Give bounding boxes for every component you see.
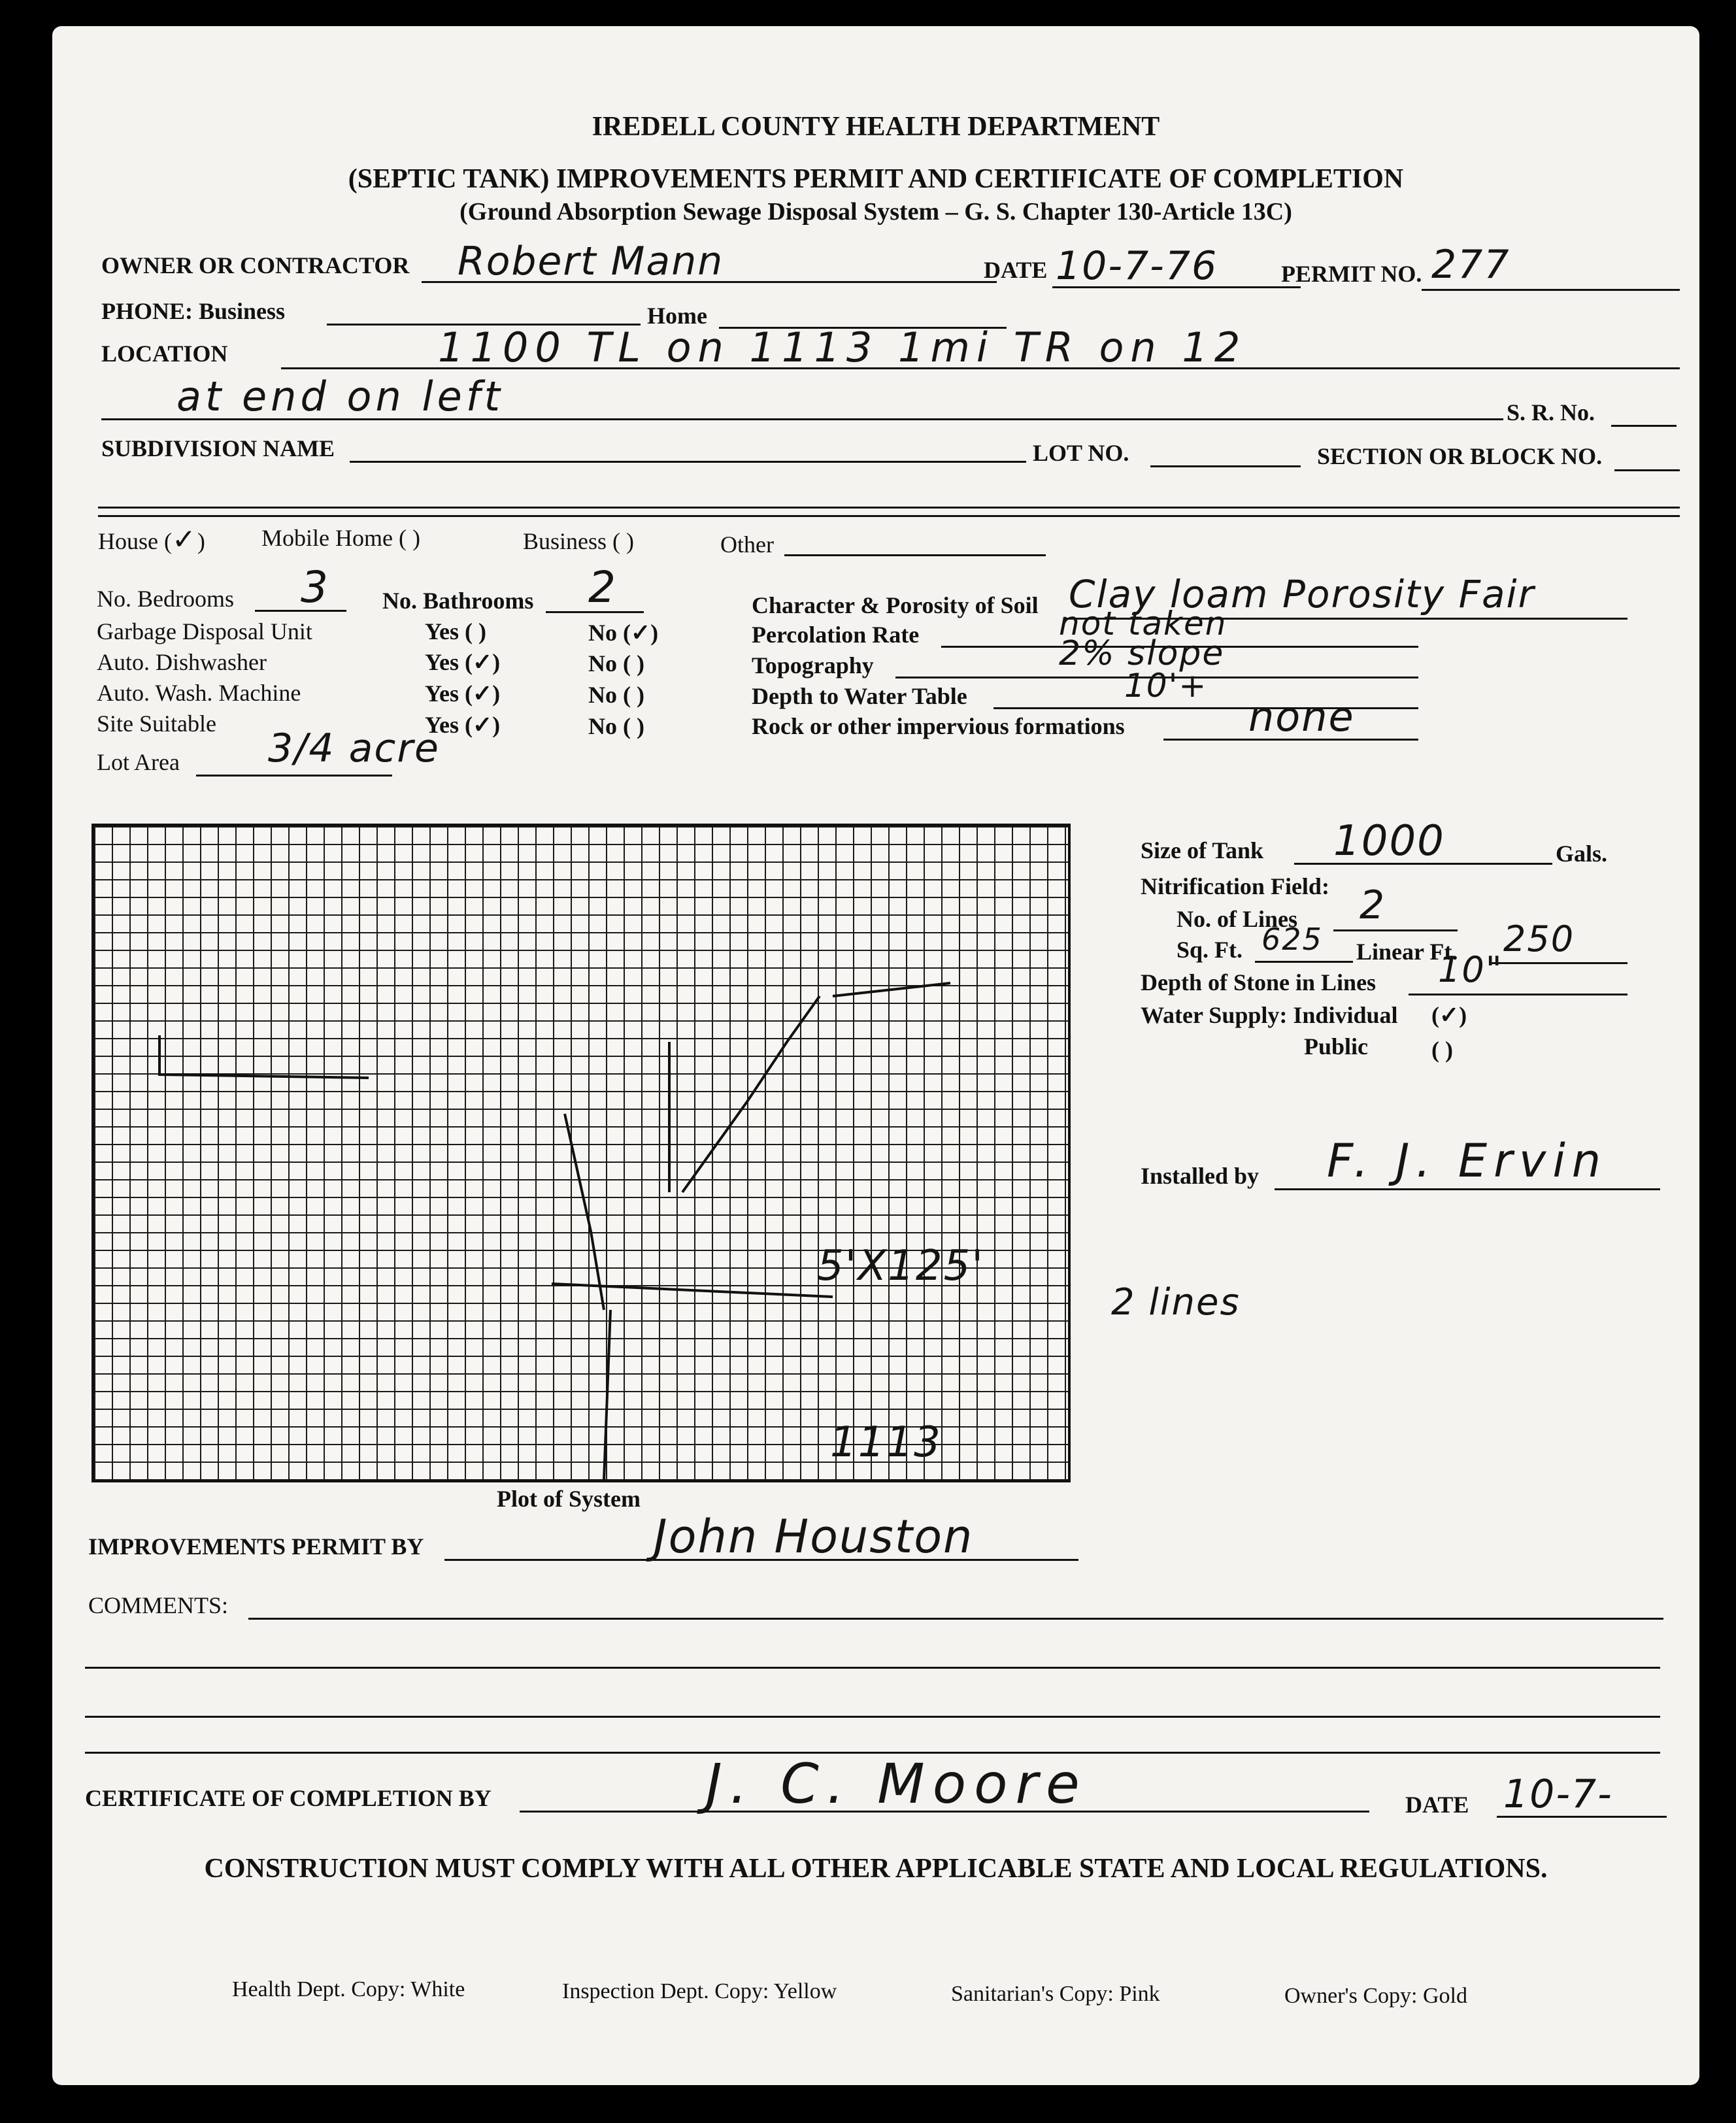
dishwasher-label: Auto. Dishwasher — [97, 649, 267, 675]
compliance-notice: CONSTRUCTION MUST COMPLY WITH ALL OTHER APPLICABLE STATE AND LOCAL REGULATIONS. — [204, 1854, 1548, 1884]
comments-label: COMMENTS: — [88, 1592, 229, 1618]
stone-depth-value: 10" — [1438, 949, 1503, 990]
water-table-value: 10'+ — [1124, 667, 1208, 705]
plot-note-lines: 2 lines — [1111, 1281, 1241, 1324]
percolation-value: not taken — [1059, 605, 1227, 643]
water-table-label: Depth to Water Table — [752, 683, 967, 709]
topography-label: Topography — [752, 652, 874, 678]
plot-road-label: 1113 — [830, 1418, 942, 1467]
house-check: ✓ — [171, 523, 197, 556]
certificate-label: CERTIFICATE OF COMPLETION BY — [85, 1785, 492, 1811]
sr-no-line — [1611, 425, 1677, 427]
sqft-label: Sq. Ft. — [1177, 937, 1243, 963]
owner-value: Robert Mann — [458, 239, 724, 284]
certificate-signature: J. C. Moore — [706, 1752, 1088, 1816]
permit-value: 277 — [1431, 242, 1511, 288]
form-title: (SEPTIC TANK) IMPROVEMENTS PERMIT AND CERTIFICATE OF COMPLETION — [348, 164, 1404, 194]
plot-label: Plot of System — [497, 1486, 641, 1512]
plot-note-dimensions: 5'X125' — [817, 1242, 984, 1290]
copy-owner: Owner's Copy: Gold — [1284, 1984, 1468, 2008]
date-value: 10-7-76 — [1056, 243, 1218, 289]
tank-size-label: Size of Tank — [1141, 837, 1264, 863]
other-line — [784, 554, 1046, 556]
copy-inspection-dept: Inspection Dept. Copy: Yellow — [562, 1979, 837, 2003]
location-value-2: at end on left — [176, 373, 504, 420]
sqft-value: 625 — [1261, 922, 1323, 957]
soil-character-value: Clay loam Porosity Fair — [1069, 572, 1535, 616]
phone-home-label: Home — [647, 303, 707, 329]
lot-area-label: Lot Area — [97, 749, 180, 775]
linear-ft-label: Linear Ft. — [1356, 939, 1458, 965]
certificate-date-value: 10-7- — [1503, 1771, 1613, 1817]
copy-health-dept: Health Dept. Copy: White — [232, 1977, 465, 2001]
divider-bottom — [98, 515, 1680, 517]
section-label: SECTION OR BLOCK NO. — [1317, 443, 1603, 469]
lot-no-label: LOT NO. — [1033, 440, 1129, 466]
site-suitable-no: No ( ) — [588, 713, 644, 739]
business-option: Business ( ) — [523, 528, 634, 554]
house-close: ) — [197, 528, 205, 554]
installed-by-line — [1275, 1188, 1660, 1190]
dishwasher-yes: Yes (✓) — [425, 649, 501, 675]
lines-count-line — [1333, 929, 1458, 931]
percolation-label: Percolation Rate — [752, 622, 920, 648]
section-line — [1614, 469, 1680, 471]
house-label: House ( — [98, 528, 172, 554]
wash-machine-yes: Yes (✓) — [425, 680, 501, 707]
garbage-disposal-yes: Yes ( ) — [425, 618, 486, 644]
location-value-1: 1100 TL on 1113 1mi TR on 12 — [438, 324, 1247, 371]
soil-character-label: Character & Porosity of Soil — [752, 592, 1039, 618]
certificate-date-label: DATE — [1405, 1792, 1469, 1818]
house-type — [98, 523, 205, 556]
permit-form — [52, 26, 1699, 2085]
linear-ft-value: 250 — [1503, 918, 1575, 960]
water-public-check: ( ) — [1431, 1037, 1453, 1063]
water-public-label: Public — [1304, 1033, 1369, 1060]
sr-no-label: S. R. No. — [1507, 399, 1595, 426]
sqft-line — [1255, 961, 1353, 963]
gals-label: Gals. — [1556, 841, 1608, 867]
other-label: Other — [720, 531, 774, 558]
bathrooms-label: No. Bathrooms — [382, 588, 534, 614]
subdivision-label: SUBDIVISION NAME — [101, 435, 335, 461]
comments-line-1 — [248, 1618, 1663, 1620]
installed-by-label: Installed by — [1141, 1163, 1260, 1189]
wash-machine-label: Auto. Wash. Machine — [97, 680, 301, 706]
tank-size-value: 1000 — [1333, 817, 1445, 865]
copy-sanitarian: Sanitarian's Copy: Pink — [951, 1982, 1160, 2006]
owner-label: OWNER OR CONTRACTOR — [101, 252, 410, 278]
rock-label: Rock or other impervious formations — [752, 713, 1125, 739]
location-label: LOCATION — [101, 341, 228, 367]
permit-label: PERMIT NO. — [1281, 261, 1422, 287]
improvements-permit-label: IMPROVEMENTS PERMIT BY — [88, 1533, 424, 1560]
lot-area-value: 3/4 acre — [268, 726, 440, 771]
phone-business-label: PHONE: Business — [101, 298, 286, 324]
form-subtitle: (Ground Absorption Sewage Disposal System – G. S. Chapter 130-Article 13C) — [459, 198, 1292, 226]
subdivision-line — [350, 461, 1026, 463]
date-label: DATE — [984, 257, 1048, 283]
mobile-home-option: Mobile Home ( ) — [261, 525, 420, 551]
department-title: IREDELL COUNTY HEALTH DEPARTMENT — [592, 112, 1160, 142]
lines-count-label: No. of Lines — [1177, 906, 1298, 932]
divider-top — [98, 507, 1680, 509]
rock-value: none — [1248, 693, 1355, 741]
stone-depth-label: Depth of Stone in Lines — [1141, 969, 1377, 995]
comments-line-2 — [85, 1667, 1660, 1669]
wash-machine-no: No ( ) — [588, 682, 644, 708]
bathrooms-value: 2 — [588, 562, 617, 612]
bedrooms-value: 3 — [301, 562, 329, 612]
lines-count-value: 2 — [1360, 882, 1386, 928]
plot-sketch — [94, 826, 1068, 1480]
water-supply-label: Water Supply: Individual — [1141, 1002, 1398, 1028]
permit-line — [1422, 289, 1680, 291]
stone-depth-line — [1409, 994, 1628, 995]
lot-area-line — [196, 775, 392, 777]
site-suitable-label: Site Suitable — [97, 710, 216, 737]
plot-grid — [92, 824, 1071, 1482]
lot-no-line — [1150, 465, 1301, 467]
site-suitable-yes: Yes (✓) — [425, 712, 501, 738]
garbage-disposal-no: No (✓) — [588, 620, 659, 646]
comments-line-3 — [85, 1716, 1660, 1718]
linear-ft-line — [1490, 962, 1628, 964]
garbage-disposal-label: Garbage Disposal Unit — [97, 618, 312, 644]
topography-value: 2% slope — [1059, 634, 1225, 673]
nitrification-label: Nitrification Field: — [1141, 873, 1329, 899]
installed-by-value: F. J. Ervin — [1327, 1134, 1608, 1188]
bedrooms-label: No. Bedrooms — [97, 586, 234, 612]
water-individual-check: (✓) — [1431, 1002, 1467, 1028]
improvements-permit-signature: John Houston — [654, 1510, 974, 1563]
dishwasher-no: No ( ) — [588, 650, 644, 677]
